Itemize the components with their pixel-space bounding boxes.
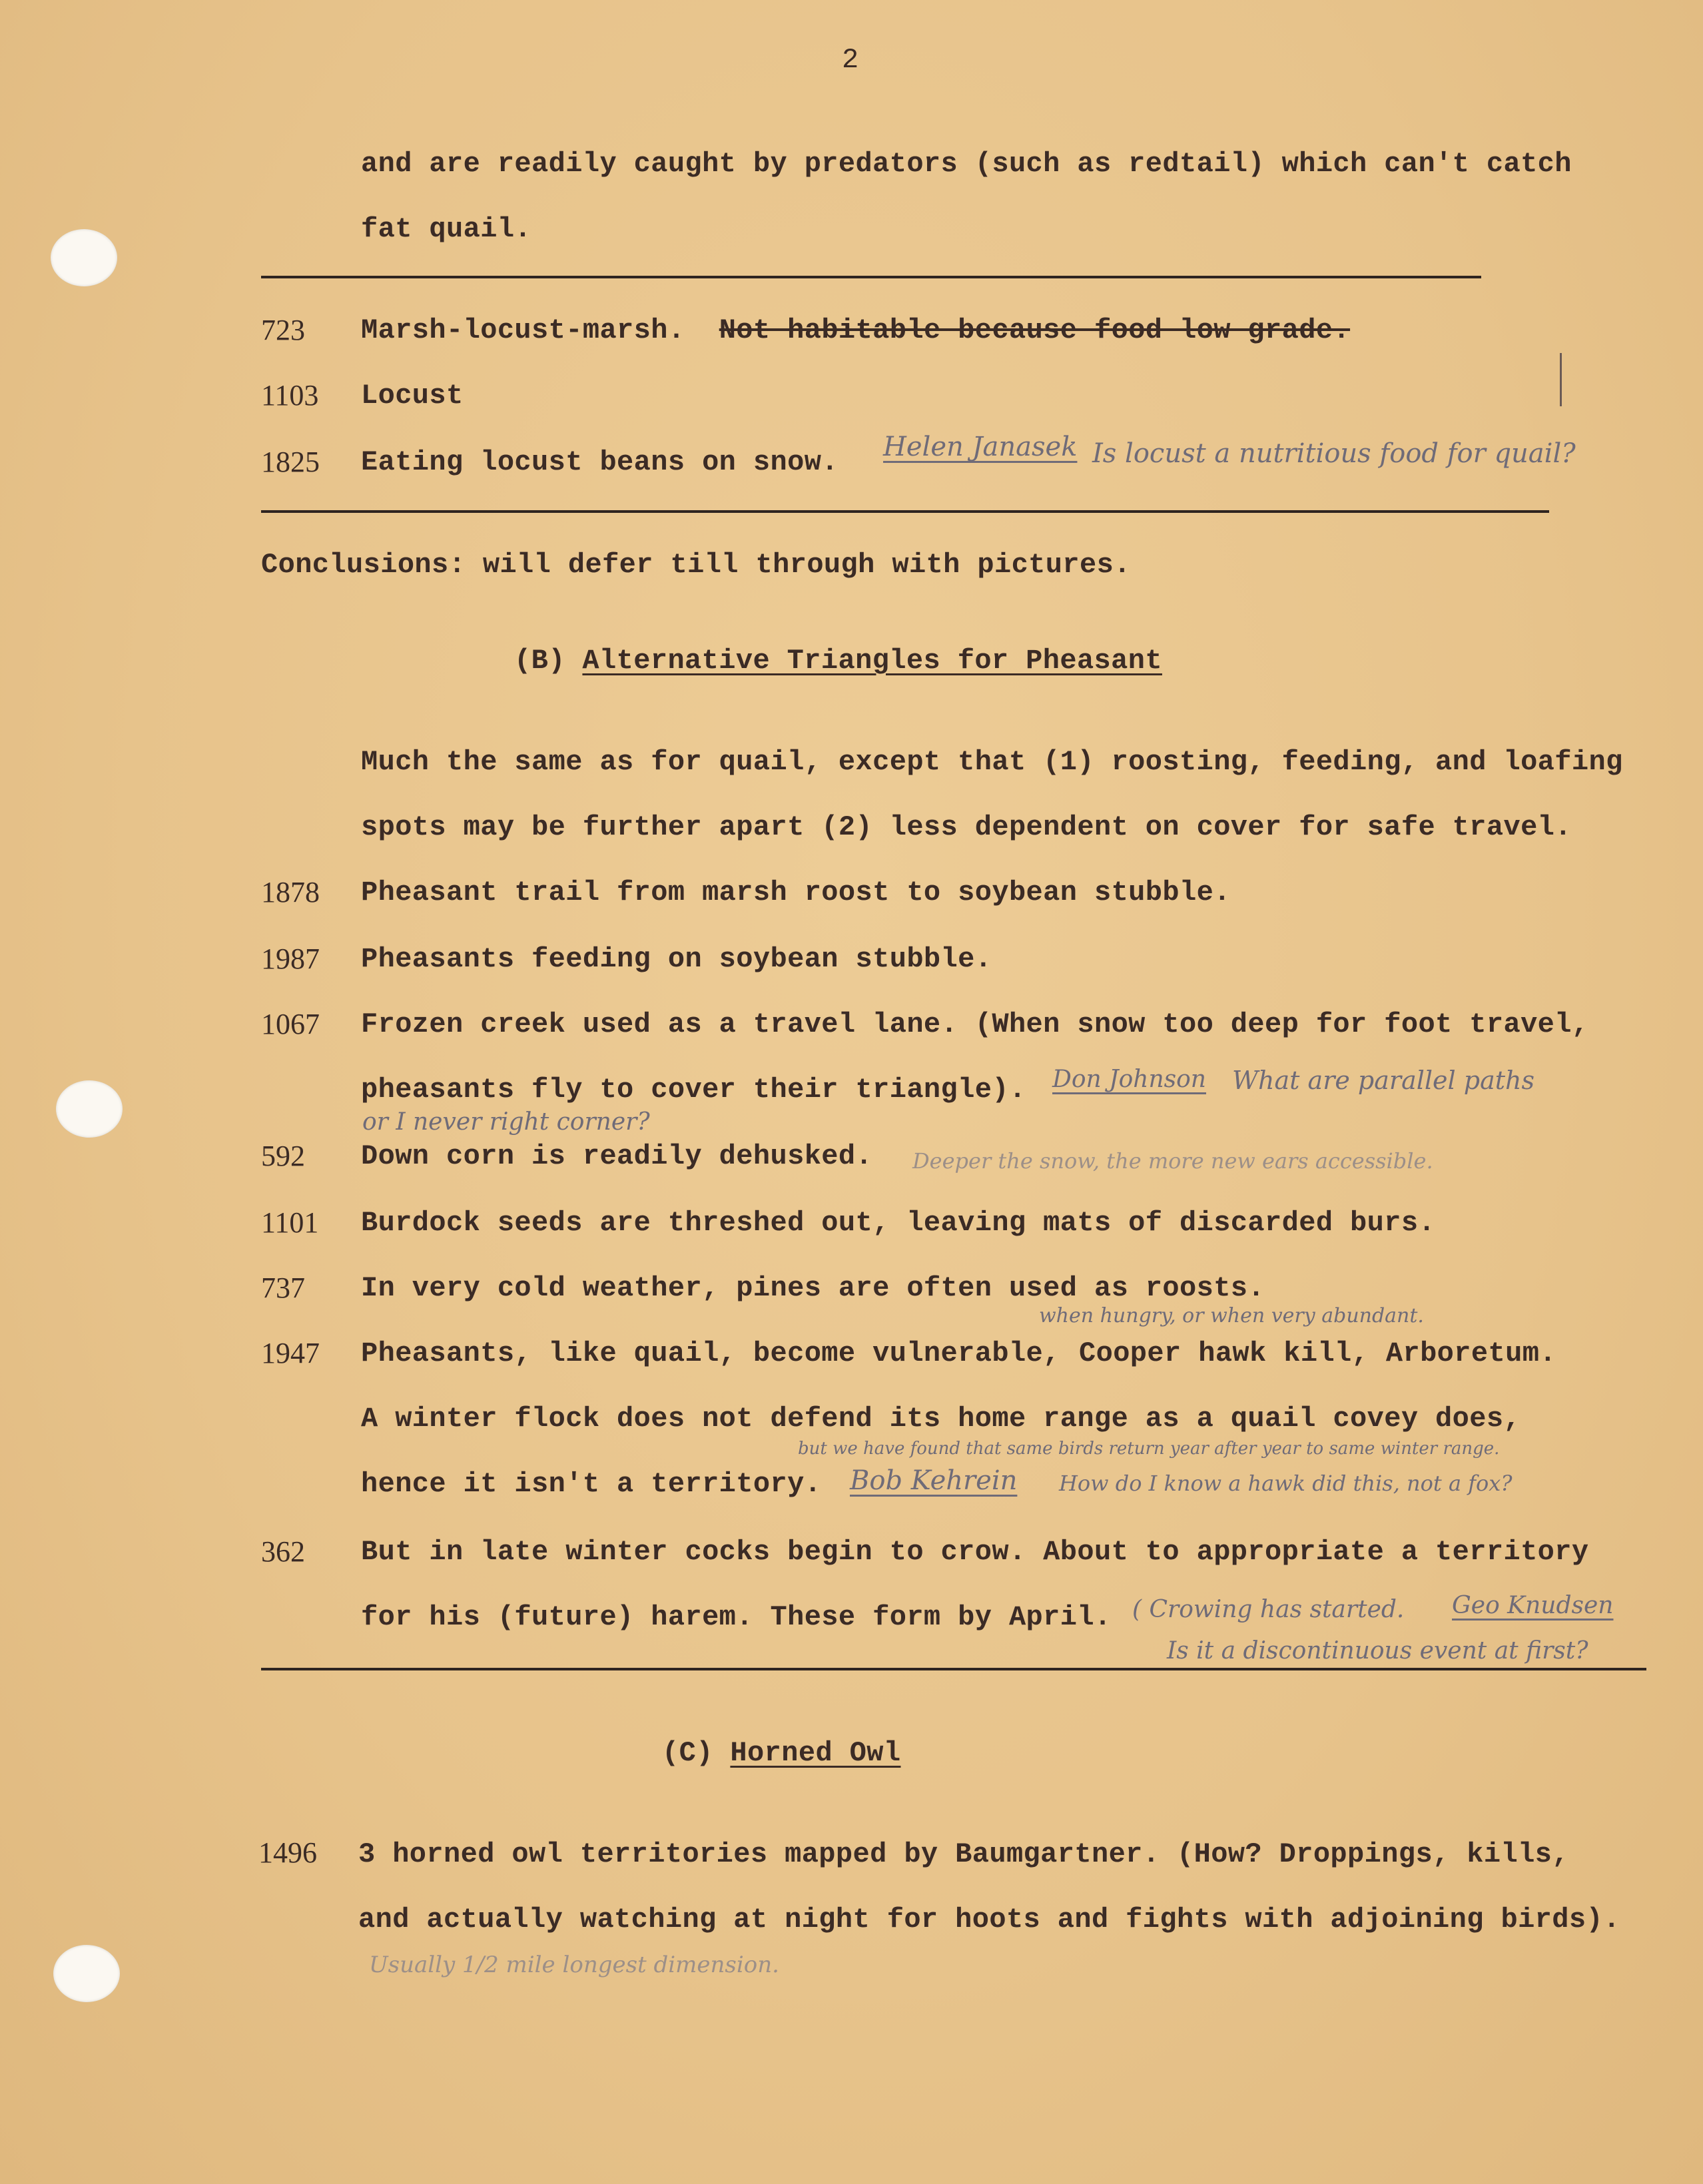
divider-1 [261,276,1481,278]
intro-line-2: fat quail. [361,213,532,245]
handwritten-name: Bob Kehrein [850,1465,1018,1496]
section-b-label: (B) [514,645,565,677]
entry-text: Burdock seeds are threshed out, leaving mats of discarded burs. [361,1207,1436,1239]
handwritten-note: How do I know a hawk did this, not a fox? [1059,1471,1513,1496]
handwritten-note: ( Crowing has started. [1132,1596,1405,1623]
entry-number: 1103 [261,379,319,412]
pencil-mark [1560,353,1562,406]
divider-2 [261,510,1549,513]
entry-text-line-2: and actually watching at night for hoots and fights with adjoining birds). [358,1904,1620,1936]
section-c-label: (C) [662,1737,713,1769]
handwritten-name: Helen Janasek [883,432,1078,462]
entry-text-main: Marsh-locust-marsh. [361,314,685,346]
entry-text: Locust [361,380,464,412]
punch-hole-top [51,229,117,286]
entry-text: In very cold weather, pines are often used as roosts. [361,1272,1265,1304]
section-b-intro-1: Much the same as for quail, except that (1) roosting, feeding, and loafing [361,746,1623,778]
entry-text: Pheasant trail from marsh roost to soybean stubble. [361,877,1231,909]
entry-text-line-1b: Cooper hawk kill, Arboretum. [1079,1337,1556,1369]
divider-3 [261,1668,1646,1670]
entry-number: 1825 [261,446,320,478]
page-number: 2 [842,44,859,76]
handwritten-note: Is it a discontinuous event at first? [1167,1637,1588,1664]
entry-number: 1878 [261,876,320,909]
handwritten-note: or I never right corner? [362,1108,650,1136]
entry-number: 1987 [261,942,320,975]
conclusions-line: Conclusions: will defer till through with pictures. [261,549,1131,581]
punch-hole-bottom [53,1945,120,2002]
entry-number: 592 [261,1140,305,1172]
entry-text-line-2: pheasants fly to cover their triangle). [361,1074,1026,1106]
intro-line-1: and are readily caught by predators (such as redtail) which can't catch [361,148,1572,180]
handwritten-note: Usually 1/2 mile longest dimension. [369,1952,779,1978]
entry-number: 362 [261,1535,305,1568]
entry-text: Eating locust beans on snow. [361,446,839,478]
entry-text [361,314,1350,346]
handwritten-note: What are parallel paths [1232,1066,1534,1095]
entry-number: 737 [261,1272,305,1304]
entry-text-line-3: hence it isn't a territory. [361,1468,822,1500]
entry-text-line-1: Frozen creek used as a travel lane. (When snow too deep for foot travel, [361,1008,1589,1040]
section-b-heading [514,645,1162,677]
punch-hole-middle [56,1080,123,1138]
handwritten-name: Don Johnson [1052,1066,1206,1093]
entry-text-line-1: 3 horned owl territories mapped by Baumgartner. (How? Droppings, kills, [358,1838,1569,1870]
entry-text: Pheasants feeding on soybean stubble. [361,943,992,975]
entry-number: 723 [261,314,305,346]
entry-number: 1496 [258,1836,317,1869]
section-c-heading [662,1737,900,1769]
handwritten-note: Is locust a nutritious food for quail? [1092,438,1576,469]
entry-text-line-1a: Pheasants, like quail, become vulnerable, [361,1337,1060,1369]
section-b-intro-2: spots may be further apart (2) less dependent on cover for safe travel. [361,811,1572,843]
struck-text: Not habitable because food low grade. [719,314,1351,346]
section-c-title: Horned Owl [730,1737,901,1769]
handwritten-insert: when hungry, or when very abundant. [1039,1304,1424,1327]
entry-text-line-2: for his (future) harem. These form by April. [361,1601,1112,1633]
section-b-title: Alternative Triangles for Pheasant [582,645,1162,677]
entry-text-line-2: A winter flock does not defend its home range as a quail covey does, [361,1403,1521,1435]
entry-number: 1067 [261,1008,320,1040]
entry-number: 1947 [261,1337,320,1369]
handwritten-note: Deeper the snow, the more new ears accessible. [912,1148,1433,1174]
entry-text: Down corn is readily dehusked. [361,1140,873,1172]
handwritten-name: Geo Knudsen [1452,1592,1614,1619]
entry-text-line-1: But in late winter cocks begin to crow. About to appropriate a territory [361,1536,1589,1568]
handwritten-note: but we have found that same birds return year after year to same winter range. [798,1439,1500,1459]
entry-number: 1101 [261,1206,319,1239]
